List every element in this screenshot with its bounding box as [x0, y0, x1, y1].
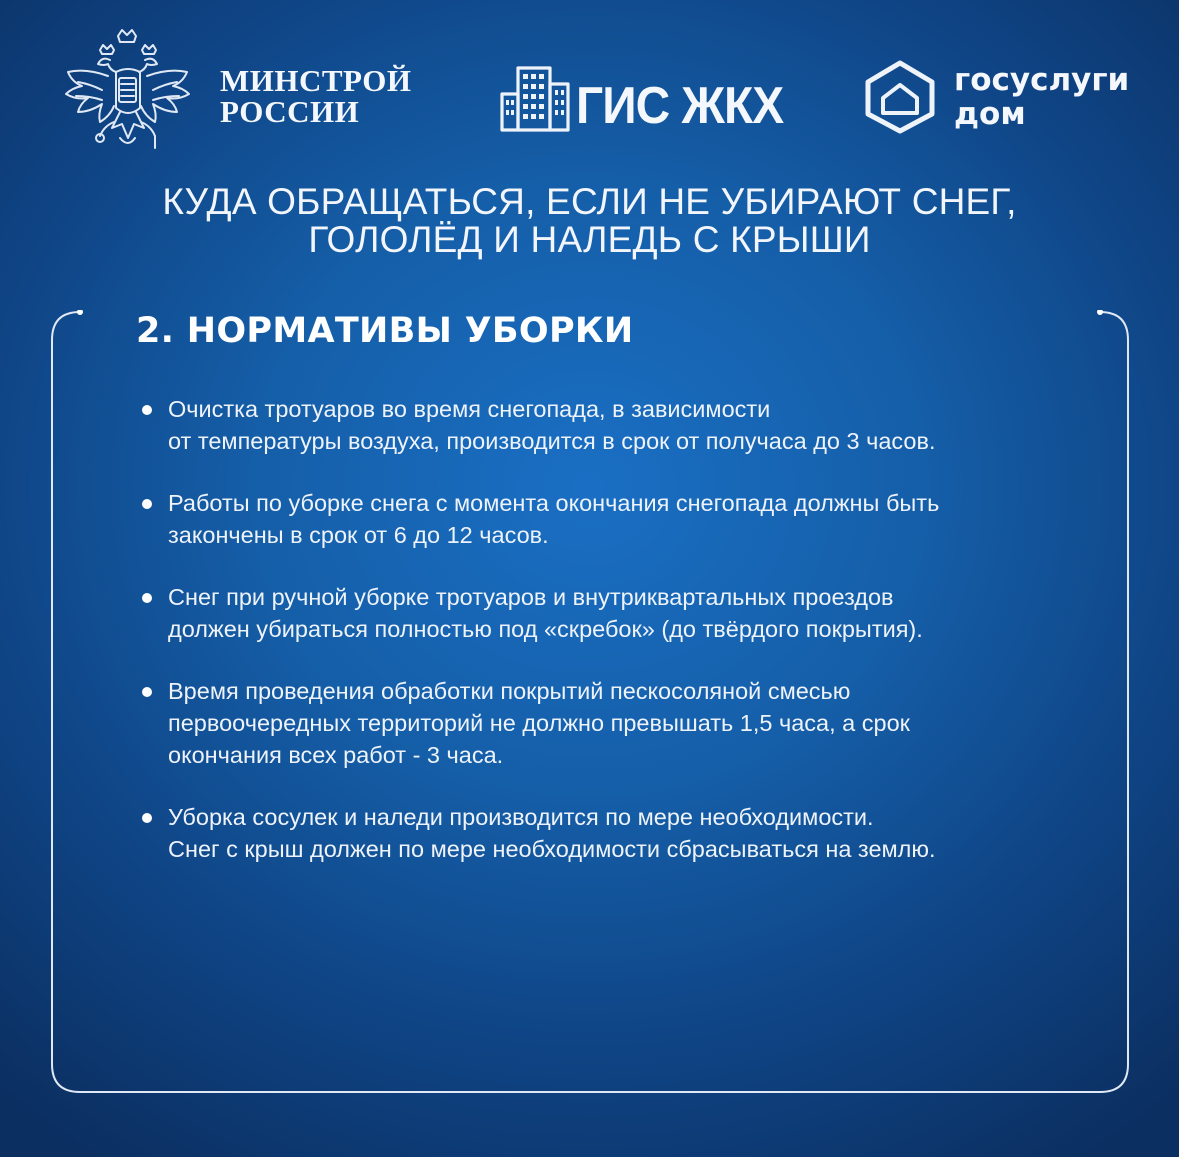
gosuslugi-wordmark — [954, 63, 1129, 131]
list-item — [138, 801, 1068, 865]
page-title-line1: КУДА ОБРАЩАТЬСЯ, ЕСЛИ НЕ УБИРАЮТ СНЕГ, — [162, 181, 1017, 222]
gosuslugi-dom-logo — [864, 60, 1129, 134]
bullet-icon — [142, 687, 152, 697]
minstroy-line2: РОССИИ — [220, 94, 360, 129]
page-title-line2: ГОЛОЛЁД И НАЛЕДЬ С КРЫШИ — [308, 219, 871, 260]
gis-zhkh-logo — [500, 64, 801, 135]
bullet-icon — [142, 405, 152, 415]
list-item-line: Снег с крыш должен по мере необходимости сбрасываться на землю. — [168, 836, 936, 862]
gis-zhkh-wordmark: ГИС ЖКХ — [576, 77, 784, 135]
building-icon — [500, 64, 572, 132]
list-item-line: Время проведения обработки покрытий пескосоляной смесью — [168, 678, 851, 704]
section-title: 2. НОРМАТИВЫ УБОРКИ — [136, 311, 634, 351]
list-item-line: Уборка сосулек и наледи производится по мере необходимости. — [168, 804, 874, 830]
minstroy-logo — [60, 26, 412, 166]
list-item — [138, 675, 1068, 771]
house-icon — [864, 60, 936, 134]
list-item-line: Снег при ручной уборке тротуаров и внутриквартальных проездов — [168, 584, 894, 610]
list-item-line: Очистка тротуаров во время снегопада, в зависимости — [168, 396, 771, 422]
gosuslugi-line2: дом — [954, 96, 1026, 132]
gosuslugi-line1: госуслуги — [954, 62, 1130, 98]
list-item-line: закончены в срок от 6 до 12 часов. — [168, 522, 549, 548]
list-item-line: окончания всех работ - 3 часа. — [168, 742, 504, 768]
list-item-line: Работы по уборке снега с момента окончания снегопада должны быть — [168, 490, 940, 516]
minstroy-wordmark — [220, 65, 412, 127]
bullet-icon — [142, 593, 152, 603]
minstroy-line1: МИНСТРОЙ — [220, 63, 412, 98]
list-item-line: должен убираться полностью под «скребок» (до твёрдого покрытия). — [168, 616, 923, 642]
coat-of-arms-icon — [60, 26, 195, 166]
list-item — [138, 487, 1068, 551]
header-logos — [0, 0, 1179, 175]
list-item — [138, 581, 1068, 645]
list-item — [138, 393, 1068, 457]
bullet-icon — [142, 813, 152, 823]
rules-list — [138, 393, 1068, 895]
bullet-icon — [142, 499, 152, 509]
page-title — [0, 183, 1179, 259]
list-item-line: первоочередных территорий не должно превышать 1,5 часа, а срок — [168, 710, 910, 736]
list-item-line: от температуры воздуха, производится в срок от получаса до 3 часов. — [168, 428, 936, 454]
